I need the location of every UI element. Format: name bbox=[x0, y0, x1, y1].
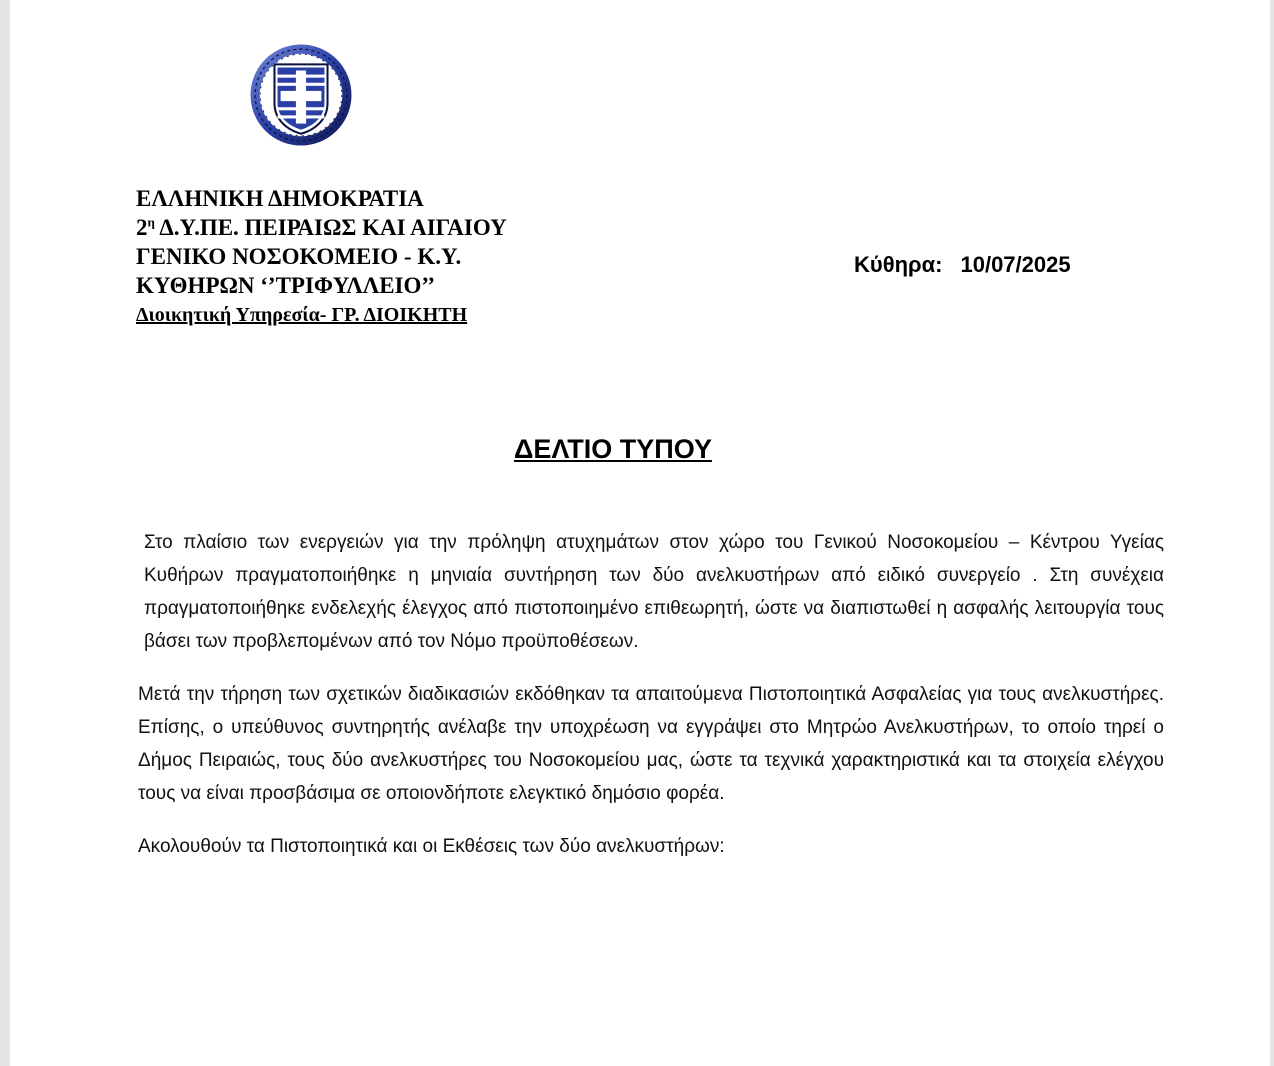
document-body bbox=[138, 526, 1164, 863]
document-title: ΔΕΛΤΙΟ ΤΥΠΟΥ bbox=[514, 434, 712, 464]
org-region-number: 2 bbox=[136, 215, 148, 240]
paragraph-2: Μετά την τήρηση των σχετικών διαδικασιών εκδόθηκαν τα απαιτούμενα Πιστοποιητικά Ασφαλείας για τους ανελκυστήρες. Επίσης, ο υπεύθυνος συντηρητής ανέλαβε την υποχρέωση να εγγράψει στο Μητρώο Ανελκυστήρων, το οποίο τηρεί ο Δήμος Πειραιώς, τους δύο ανελκυστήρες του Νοσοκομείου μας, ώστε τα τεχνικά χαρακτηριστικά και τα στοιχεία ελέγχου τους να είναι προσβάσιμα σε οποιονδήποτε ελεγκτικό δημόσιο φορέα. bbox=[138, 684, 1164, 804]
org-hospital-name: ΚΥΘΗΡΩΝ ‘’ΤΡΙΦΥΛΛΕΙΟ’’ bbox=[136, 273, 435, 298]
paragraph-3: Ακολουθούν τα Πιστοποιητικά και οι Εκθέσεις των δύο ανελκυστήρων: bbox=[138, 836, 725, 857]
issue-date: 10/07/2025 bbox=[960, 252, 1071, 277]
paragraph-1: Στο πλαίσιο των ενεργειών για την πρόληψη ατυχημάτων στον χώρο του Γενικού Νοσοκομείου – Κέντρου Υγείας Κυθήρων πραγματοποιήθηκε η μηνιαία συντήρηση των δύο ανελκυστήρων από ειδικό συνεργείο . Στη συνέχεια πραγματοποιήθηκε ενδελεχής έλεγχος από πιστοποιημένο επιθεωρητή, ώστε να διαπιστωθεί η ασφαλής λειτουργία τους βάσει των προβλεπομένων από τον Νόμο προϋποθέσεων. bbox=[144, 532, 1164, 652]
document-page bbox=[10, 0, 1270, 1066]
organization-header bbox=[136, 184, 507, 330]
org-country: ΕΛΛΗΝΙΚΗ ΔΗΜΟΚΡΑΤΙΑ bbox=[136, 186, 424, 211]
coat-of-arms-icon bbox=[250, 44, 352, 146]
org-service: Διοικητική Υπηρεσία- ΓΡ. ΔΙΟΙΚΗΤΗ bbox=[136, 304, 468, 326]
org-health-region bbox=[136, 213, 507, 242]
place-date bbox=[854, 252, 1071, 278]
org-region-ordinal: η bbox=[147, 214, 155, 230]
place-label: Κύθηρα: bbox=[854, 252, 943, 277]
org-region-name: Δ.Υ.ΠΕ. ΠΕΙΡΑΙΩΣ ΚΑΙ ΑΙΓΑΙΟΥ bbox=[154, 215, 507, 240]
org-hospital: ΓΕΝΙΚΟ ΝΟΣΟΚΟΜΕΙΟ - Κ.Υ. bbox=[136, 244, 462, 269]
